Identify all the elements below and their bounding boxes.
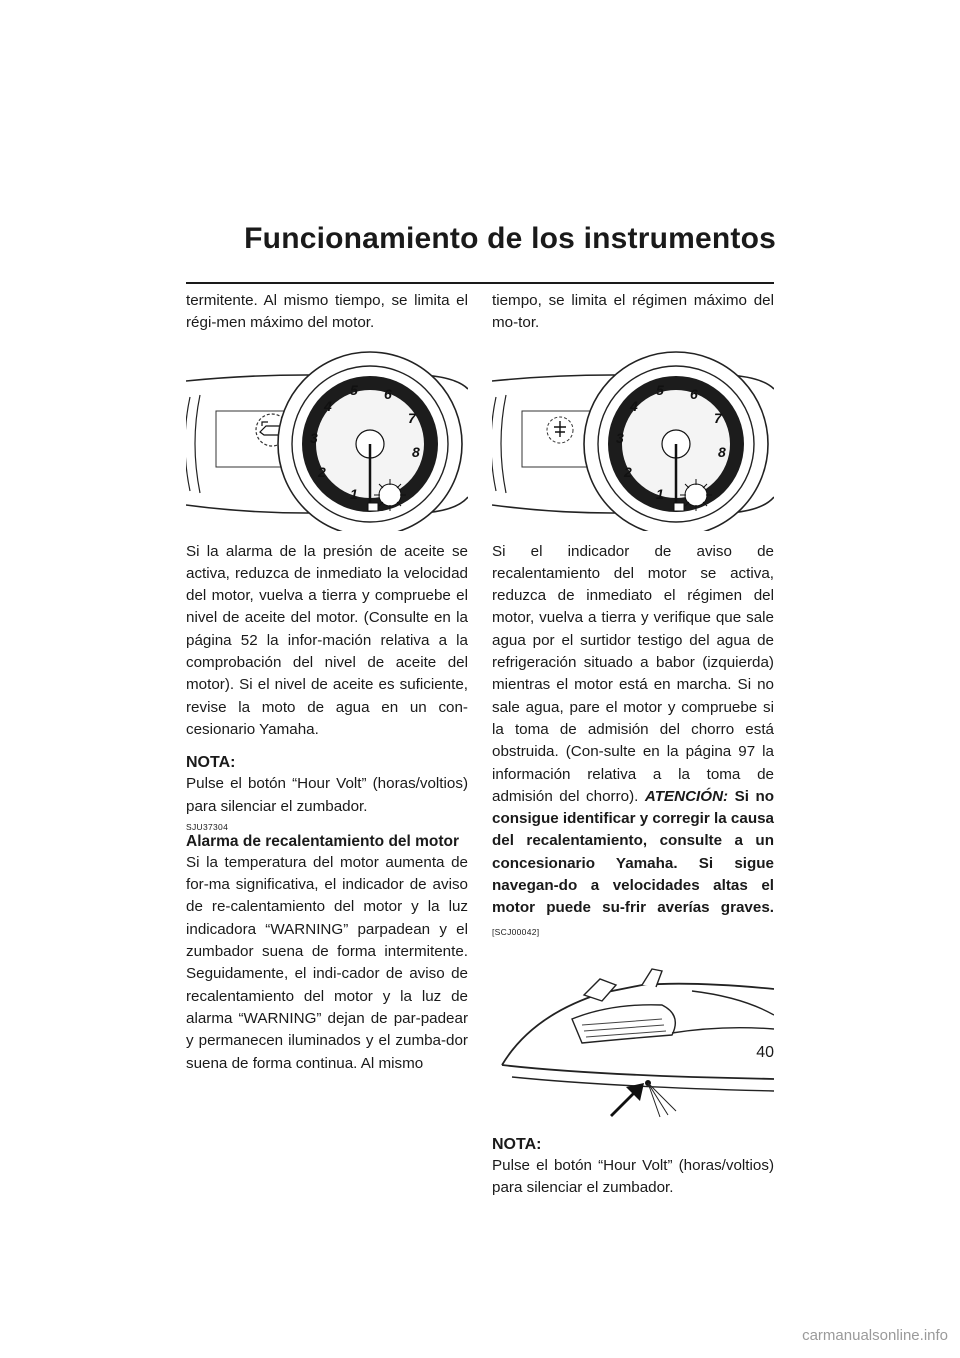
gauge-figure-overheat [492, 345, 774, 531]
right-paragraph-1: tiempo, se limita el régimen máximo del mo-tor. [492, 292, 774, 332]
left-paragraph-2: Si la alarma de la presión de aceite se activa, reduzca de inmediato la velocidad del motor, vuelva a tierra y compruebe el nivel de aceite del motor. (Consulte en la página 52 la infor-mación relativa a la comprobación del nivel de aceite del motor). Si el nivel de aceite es suficiente, revise la moto de agua en un con-cesionario Yamaha. [186, 542, 468, 738]
svg-text:8: 8 [718, 443, 726, 460]
watermark: carmanualsonline.info [802, 1327, 948, 1344]
svg-text:6: 6 [690, 385, 698, 402]
nota-label-right: NOTA: [492, 1135, 542, 1153]
svg-text:2: 2 [318, 463, 326, 480]
gauge-illustration-left [186, 345, 468, 531]
gauge-illustration-right [492, 345, 774, 531]
svg-text:1: 1 [350, 485, 358, 502]
svg-text:7: 7 [714, 409, 722, 426]
left-paragraph-1: termitente. Al mismo tiempo, se limita el régi-men máximo del motor. [186, 292, 468, 332]
right-paragraph-2-text: Si el indicador de aviso de recalentamiento del motor se activa, reduzca de inmediato el régimen del motor, vuelva a tierra y verifique que sale agua por el surtidor testigo del agua de refrigeración situado a babor (izquierda) mientras el motor está en marcha. Si no sale agua, pare el motor y compruebe si la toma de admisión del chorro está obstruida. (Con-sulte en la página 97 la información relativa a la toma de admisión del chorro). [492, 542, 774, 805]
svg-text:5: 5 [350, 381, 358, 398]
nota-text-left: Pulse el botón “Hour Volt” (horas/voltios) para silenciar el zumbador. [186, 775, 468, 815]
left-paragraph-3: Si la temperatura del motor aumenta de for-ma significativa, el indicador de aviso de re-calentamiento del motor y la luz indicadora “WARNING” parpadean y el zumbador suena de forma intermitente. Seguidamente, el indi-cador de aviso de recalentamiento del motor y la luz de alarma “WARNING” dejan de par-padear y permanecen iluminados y el zumba-dor suena de forma continua. Al mismo [186, 853, 468, 1072]
engine-overheat-warning-icon [547, 417, 573, 443]
right-column [492, 290, 774, 1200]
watercraft-illustration [492, 955, 774, 1123]
right-paragraph-2 [492, 541, 774, 943]
title-divider [186, 282, 774, 284]
page-title: Funcionamiento de los instrumentos [244, 222, 776, 255]
warning-label: ATENCIÓN: [644, 787, 729, 805]
svg-text:3: 3 [310, 429, 318, 446]
warning-code: [SCJ00042] [492, 926, 540, 937]
gauge-figure-oil-pressure [186, 345, 468, 531]
svg-text:5: 5 [656, 381, 664, 398]
section-title: Alarma de recalentamiento del motor [186, 832, 460, 850]
svg-text:6: 6 [384, 385, 392, 402]
svg-text:4: 4 [630, 397, 638, 414]
svg-text:8: 8 [412, 443, 420, 460]
svg-text:3: 3 [616, 429, 624, 446]
svg-text:2: 2 [624, 463, 632, 480]
warning-text: Si no consigue identificar y corregir la causa del recalentamiento, consulte a un concesionario Yamaha. Si sigue navegan-do a velocidades altas el motor puede su-frir averías graves. [492, 787, 774, 917]
nota-text-right: Pulse el botón “Hour Volt” (horas/voltios) para silenciar el zumbador. [492, 1156, 774, 1197]
svg-text:1: 1 [656, 485, 664, 502]
page-number: 40 [756, 1044, 774, 1061]
section-code: SJU37304 [186, 821, 229, 832]
arrow-icon [610, 1083, 644, 1117]
watercraft-figure [492, 955, 774, 1123]
svg-text:4: 4 [324, 397, 332, 414]
nota-label-left: NOTA: [186, 754, 236, 772]
left-column [186, 290, 468, 1075]
svg-text:7: 7 [408, 409, 416, 426]
